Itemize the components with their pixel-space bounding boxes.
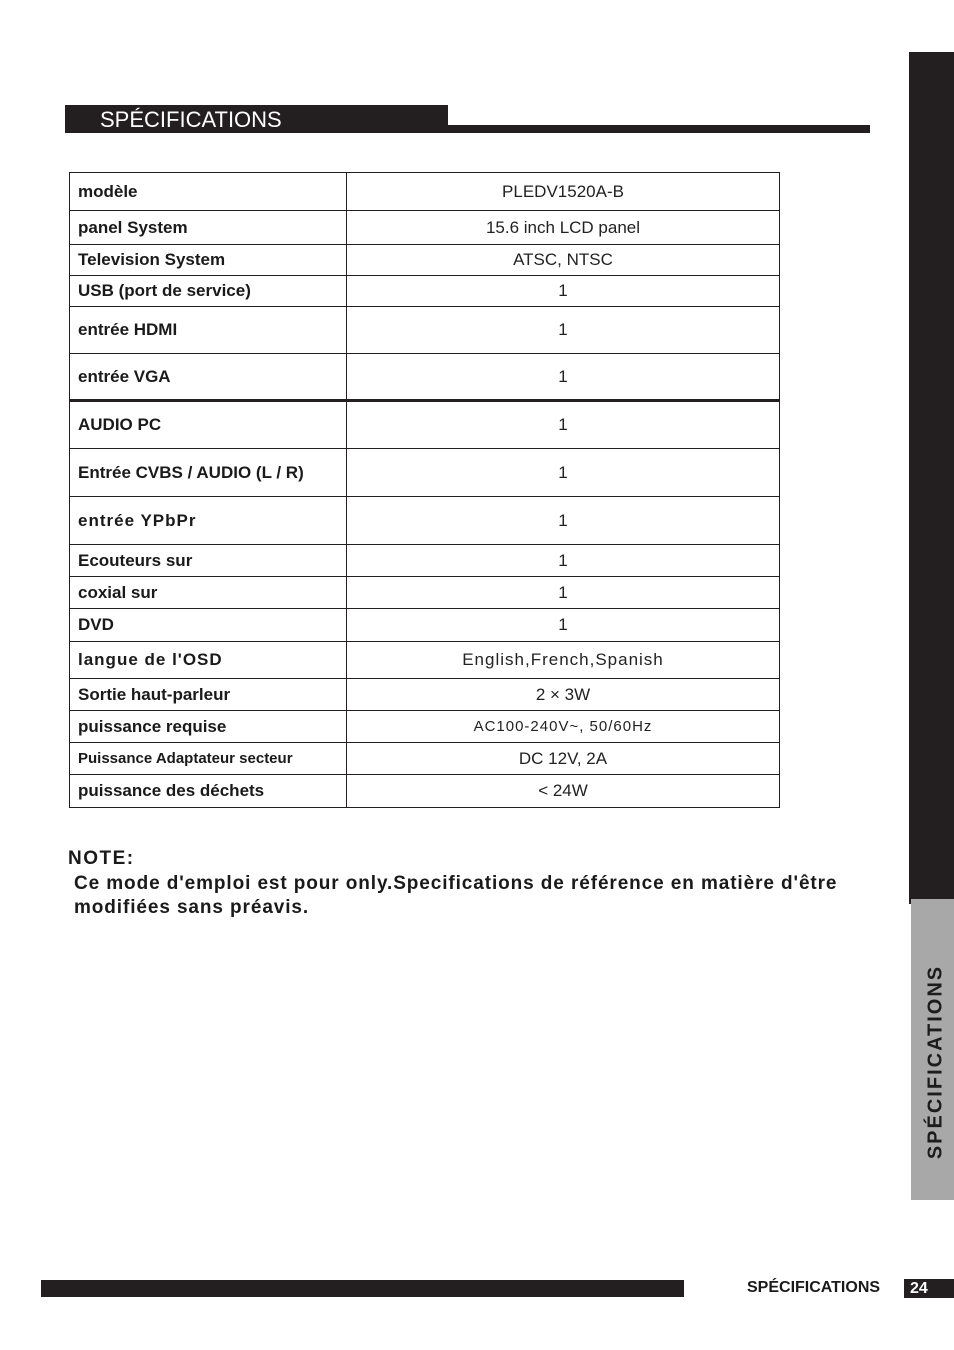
spec-value: 2 × 3W (347, 679, 780, 711)
spec-value: 1 (347, 545, 780, 577)
spec-value: 1 (347, 401, 780, 449)
spec-label: Puissance Adaptateur secteur (70, 743, 347, 775)
note-text: Ce mode d'emploi est pour only.Specifications de référence en matière d'être modifiées sans préavis. (74, 873, 838, 918)
note-title: NOTE: (68, 848, 135, 869)
header-rule (448, 125, 870, 133)
spec-label: langue de l'OSD (70, 642, 347, 679)
table-row (70, 276, 780, 307)
spec-value: ATSC, NTSC (347, 245, 780, 276)
spec-label: USB (port de service) (70, 276, 347, 307)
spec-label: Entrée CVBS / AUDIO (L / R) (70, 449, 347, 497)
spec-label: entrée HDMI (70, 307, 347, 354)
spec-label: panel System (70, 211, 347, 245)
page-number: 24 (904, 1279, 954, 1298)
spec-label: puissance des déchets (70, 775, 347, 808)
table-row (70, 577, 780, 609)
spec-label: coxial sur (70, 577, 347, 609)
table-row (70, 711, 780, 743)
spec-label: Television System (70, 245, 347, 276)
table-row (70, 449, 780, 497)
spec-label: DVD (70, 609, 347, 642)
table-row (70, 401, 780, 449)
footer-bar (41, 1280, 684, 1297)
spec-label: Sortie haut-parleur (70, 679, 347, 711)
spec-label: AUDIO PC (70, 401, 347, 449)
footer-section-label: SPÉCIFICATIONS (747, 1279, 881, 1296)
table-row (70, 609, 780, 642)
table-row (70, 679, 780, 711)
spec-label: entrée YPbPr (70, 497, 347, 545)
spec-label: Ecouteurs sur (70, 545, 347, 577)
table-row (70, 211, 780, 245)
table-row (70, 743, 780, 775)
spec-value: 1 (347, 577, 780, 609)
table-row (70, 497, 780, 545)
spec-value: English,French,Spanish (347, 642, 780, 679)
section-title: SPÉCIFICATIONS (65, 105, 448, 133)
spec-value: 15.6 inch LCD panel (347, 211, 780, 245)
side-tab-dark (909, 52, 954, 904)
spec-value: 1 (347, 609, 780, 642)
spec-value: 1 (347, 497, 780, 545)
spec-label: entrée VGA (70, 354, 347, 401)
spec-label: modèle (70, 173, 347, 211)
table-row (70, 354, 780, 401)
table-row (70, 245, 780, 276)
spec-value: 1 (347, 276, 780, 307)
spec-table (69, 172, 780, 808)
spec-value: < 24W (347, 775, 780, 808)
spec-value: 1 (347, 354, 780, 401)
side-tab-label: SPÉCIFICATIONS (924, 964, 947, 1160)
table-row (70, 642, 780, 679)
spec-value: PLEDV1520A-B (347, 173, 780, 211)
spec-value: 1 (347, 449, 780, 497)
spec-label: puissance requise (70, 711, 347, 743)
table-row (70, 307, 780, 354)
spec-value: AC100-240V~, 50/60Hz (347, 711, 780, 743)
spec-value: 1 (347, 307, 780, 354)
table-row (70, 775, 780, 808)
table-row (70, 173, 780, 211)
spec-value: DC 12V, 2A (347, 743, 780, 775)
table-row (70, 545, 780, 577)
